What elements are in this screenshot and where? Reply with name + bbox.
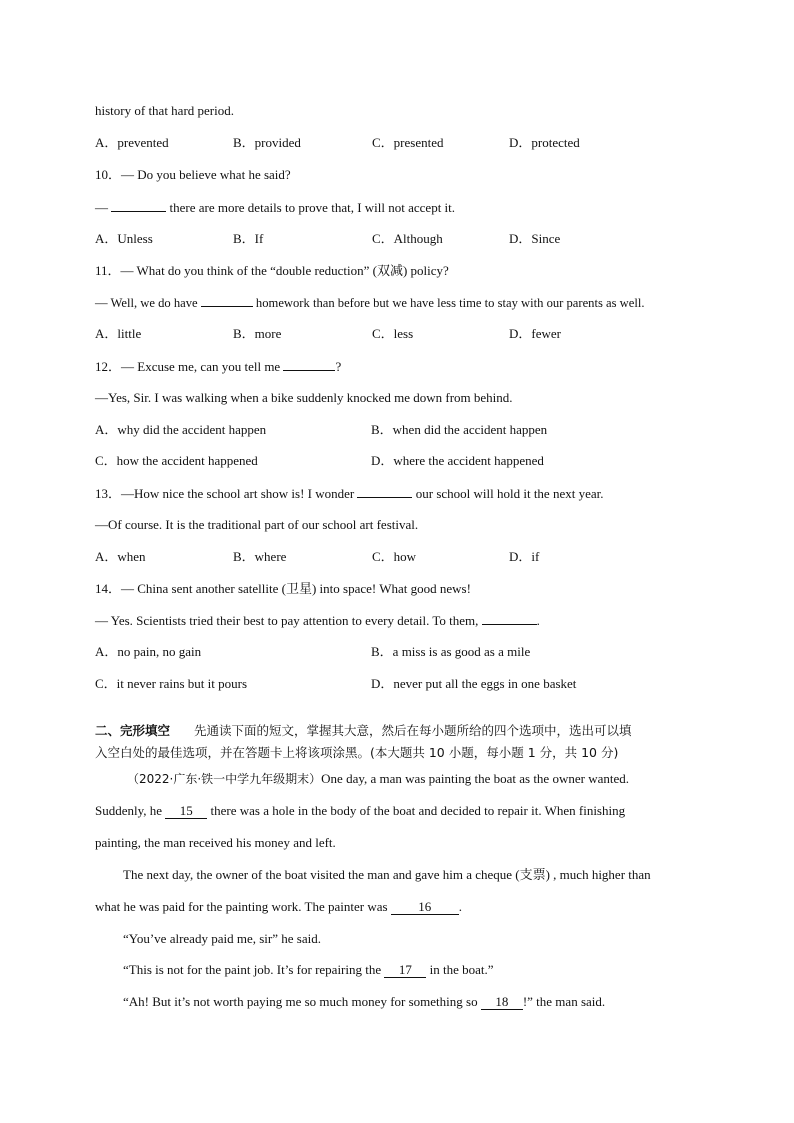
q11-option-d: D．fewer	[509, 326, 561, 341]
q14-response-pre: — Yes. Scientists tried their best to pay attention to every detail. To them,	[95, 613, 482, 628]
blank-17: 17	[384, 963, 426, 978]
passage-p1-line2	[95, 802, 625, 820]
passage-p2-line2	[95, 898, 462, 916]
q13-stem-post: our school will hold it the next year.	[412, 486, 604, 501]
passage-p1-line2-pre: Suddenly, he	[95, 803, 166, 818]
q13-stem-pre: 13．—How nice the school art show is! I wonder	[95, 486, 358, 501]
q12-response: —Yes, Sir. I was walking when a bike suddenly knocked me down from behind.	[95, 390, 513, 405]
q12-option-b: B．when did the accident happen	[371, 422, 548, 437]
q11-blank	[201, 293, 253, 307]
q10-option-d: D．Since	[509, 231, 561, 246]
q13-option-d: D．if	[509, 549, 540, 564]
passage-p1-line1	[127, 770, 629, 788]
q11-response-post: homework than before but we have less time to stay with our parents as well.	[252, 296, 645, 310]
passage-p2-line1: The next day, the owner of the boat visited the man and gave him a cheque (支票) , much higher than	[123, 867, 651, 882]
passage-p5-pre: “Ah! But it’s not worth paying me so much money for something so	[123, 994, 481, 1009]
q12-option-d: D．where the accident happened	[371, 453, 544, 468]
passage-p2-line2-post: .	[458, 899, 463, 914]
q10-response	[95, 198, 455, 217]
q9-option-b: B．provided	[233, 135, 301, 150]
section2-instructions-2: 入空白处的最佳选项，并在答题卡上将该项涂黑。(本大题共 10 小题，每小题 1 分，共 10 分)	[95, 745, 619, 760]
q14-stem: 14．— China sent another satellite (卫星) into space! What good news!	[95, 581, 471, 596]
q13-stem	[95, 484, 603, 503]
q13-option-b: B．where	[233, 549, 287, 564]
blank-15: 15	[165, 804, 207, 819]
q14-response	[95, 611, 540, 630]
q10-blank	[111, 198, 166, 212]
q11-option-a: A．little	[95, 326, 142, 341]
passage-p4-pre: “This is not for the paint job. It’s for repairing the	[123, 962, 385, 977]
q14-blank	[482, 611, 537, 625]
q12-stem-pre: 12．— Excuse me, can you tell me	[95, 359, 284, 374]
q14-option-b: B．a miss is as good as a mile	[371, 644, 531, 659]
passage-p5	[123, 993, 605, 1011]
passage-p1-line3: painting, the man received his money and left.	[95, 835, 336, 850]
q10-option-c: C．Although	[372, 231, 443, 246]
q9-option-d: D．protected	[509, 135, 580, 150]
q10-option-b: B．If	[233, 231, 264, 246]
q12-stem	[95, 357, 341, 376]
q9-option-a: A．prevented	[95, 135, 169, 150]
q10-stem: 10．— Do you believe what he said?	[95, 167, 291, 182]
q13-response: —Of course. It is the traditional part of our school art festival.	[95, 517, 419, 532]
passage-p2-line2-pre: what he was paid for the painting work. The painter was	[95, 899, 391, 914]
q13-blank	[357, 484, 412, 498]
q11-response-pre: — Well, we do have	[95, 296, 201, 310]
q13-option-a: A．when	[95, 549, 146, 564]
passage-source: （2022·广东·铁一中学九年级期末）	[127, 772, 322, 786]
q14-option-a: A．no pain, no gain	[95, 644, 202, 659]
q10-option-a: A．Unless	[95, 231, 153, 246]
q11-option-c: C．less	[372, 326, 414, 341]
section2-title: 二、完形填空	[95, 723, 171, 738]
passage-p5-post: !” the man said.	[522, 994, 606, 1009]
q13-option-c: C．how	[372, 549, 417, 564]
passage-p4	[123, 961, 494, 979]
q12-blank	[283, 357, 335, 371]
q11-stem: 11．— What do you think of the “double reduction” (双减) policy?	[95, 263, 449, 278]
q12-option-a: A．why did the accident happen	[95, 422, 267, 437]
q11-option-b: B．more	[233, 326, 282, 341]
q10-response-post: there are more details to prove that, I will not accept it.	[166, 200, 456, 215]
passage-p3: “You’ve already paid me, sir” he said.	[123, 931, 321, 946]
section2-header	[95, 722, 632, 740]
q14-response-post: .	[536, 613, 540, 628]
section2-instructions-1: 先通读下面的短文，掌握其大意，然后在每小题所给的四个选项中，选出可以填	[194, 723, 632, 738]
q10-response-pre: —	[95, 200, 112, 215]
blank-18: 18	[481, 995, 523, 1010]
q14-option-c: C．it never rains but it pours	[95, 676, 248, 691]
passage-p1-line1-text: One day, a man was painting the boat as the owner wanted.	[321, 771, 629, 786]
q12-option-c: C．how the accident happened	[95, 453, 258, 468]
passage-p1-line2-post: there was a hole in the body of the boat and decided to repair it. When finishing	[207, 803, 626, 818]
q9-tail-text: history of that hard period.	[95, 103, 234, 118]
q9-option-c: C．presented	[372, 135, 444, 150]
passage-p4-post: in the boat.”	[426, 962, 494, 977]
q12-stem-post: ?	[335, 359, 342, 374]
q11-response	[95, 293, 645, 312]
blank-16: 16	[391, 900, 459, 915]
q14-option-d: D．never put all the eggs in one basket	[371, 676, 577, 691]
